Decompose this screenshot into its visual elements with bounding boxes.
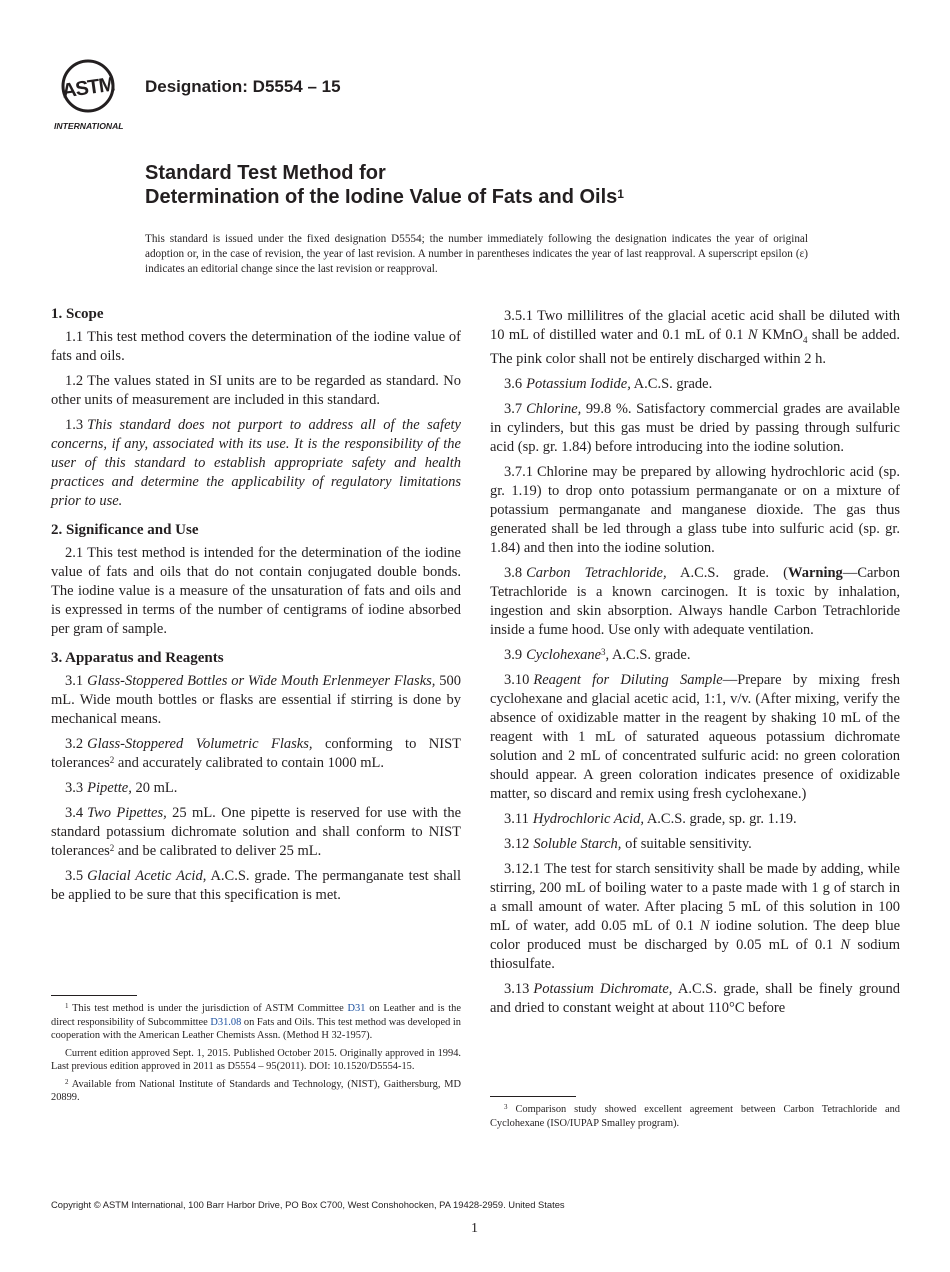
paragraph-3-6: 3.6 Potassium Iodide, A.C.S. grade. <box>504 375 713 392</box>
svg-text:ASTM: ASTM <box>60 73 116 103</box>
preamble: This standard is issued under the fixed designation D5554; the number immediately following the designation indicates the year of original adoption or, in the case of revision, the year of last revision. A number in parentheses indicates the year of last reapproval. A superscript epsilon (ε) indicates an editorial change since the last revision or reapproval. <box>145 233 808 275</box>
paragraph-3-5-1: 3.5.1 Two millilitres of the glacial acetic acid shall be diluted with 10 mL of distilled water and 0.1 mL of 0.1 N KMnO$_4$ shall be added. The pink color shall not be entirely discharged within 2 h. <box>490 308 901 367</box>
logo-letters <box>61 73 117 102</box>
footnote-1-history: Current edition approved Sept. 1, 2015. Published October 2015. Originally approved in 1994. Last previous edition approved in 2011 as D5554 – 95(2011). DOI: 10.1520/D5554-15. <box>51 1047 461 1072</box>
paragraph-1-3: 1.3 This standard does not purport to address all of the safety concerns, if any, associated with its use. It is the responsibility of the user of this standard to establish appropriate safety and health practices and determine the applicability of regulatory limitations prior to use. <box>51 417 461 509</box>
right-column <box>490 307 900 1024</box>
section-heading-scope: 1. Scope <box>51 306 104 322</box>
paragraph-1-1: 1.1 This test method covers the determination of the iodine value of fats and oils. <box>51 329 461 364</box>
paragraph-1-2: 1.2 The values stated in SI units are to be regarded as standard. No other units of measurement are included in this standard. <box>51 373 461 408</box>
footnote-rule <box>490 1096 576 1097</box>
title-line-2: Determination of the Iodine Value of Fats and Oils$^1$ <box>145 186 624 208</box>
paragraph-3-4: 3.4 Two Pipettes, 25 mL. One pipette is reserved for use with the standard potassium dichromate solution and shall conform to NIST tolerances$^2$ and be calibrated to deliver 25 mL. <box>51 805 462 859</box>
paragraph-3-7-1: 3.7.1 Chlorine may be prepared by allowing hydrochloric acid (sp. gr. 1.19) to drop onto potassium permanganate or on a mixture of potassium permanganate and manganese dioxide. The gas thus generated shall be led through a glass tube into sulfuric acid (sp. gr. 1.84) and then into the iodine solution. <box>490 463 900 556</box>
title-block <box>145 161 845 209</box>
subcommittee-link[interactable]: D31.08 <box>210 1016 242 1028</box>
astm-logo <box>52 56 134 132</box>
committee-link[interactable]: D31 <box>347 1003 366 1014</box>
paragraph-2-1: 2.1 This test method is intended for the determination of the iodine value of fats and oils that do not contain conjugated double bonds. The iodine value is a measure of the unsaturation of fats and oils and is expressed in terms of the number of centigrams of iodine absorbed per gram of sample. <box>51 545 461 637</box>
footnote-2: $^2$ Available from National Institute of Standards and Technology, (NIST), Gaithersburg, MD 20899. <box>51 1077 461 1103</box>
warning-label: Warning <box>788 564 843 581</box>
title-line-1: Standard Test Method for <box>145 162 386 184</box>
paragraph-3-5: 3.5 Glacial Acetic Acid, A.C.S. grade. The permanganate test shall be applied to be sure that this specification is met. <box>51 868 461 903</box>
footnotes-left <box>51 995 461 1109</box>
left-column <box>51 305 461 911</box>
designation: Designation: D5554 – 15 <box>145 77 341 96</box>
logo-subtext: INTERNATIONAL <box>54 121 124 131</box>
paragraph-3-13: 3.13 Potassium Dichromate, A.C.S. grade, shall be finely ground and dried to constant weight at about 110°C before <box>490 980 900 1016</box>
paragraph-3-3: 3.3 Pipette, 20 mL. <box>65 780 178 796</box>
footnotes-right <box>490 1096 900 1134</box>
paragraph-3-12: 3.12 Soluble Starch, of suitable sensitivity. <box>504 835 752 852</box>
paragraph-3-9: 3.9 Cyclohexane$^3$, A.C.S. grade. <box>504 646 691 663</box>
paragraph-3-2: 3.2 Glass-Stoppered Volumetric Flasks, conforming to NIST tolerances$^2$ and accurately calibrated to contain 1000 mL. <box>51 736 462 771</box>
copyright: Copyright © ASTM International, 100 Barr Harbor Drive, PO Box C700, West Conshohocken, PA 19428-2959. United States <box>51 1199 565 1210</box>
section-heading-apparatus: 3. Apparatus and Reagents <box>51 650 224 666</box>
page-number: 1 <box>471 1221 478 1236</box>
footnote-3: $^3$ Comparison study showed excellent agreement between Carbon Tetrachloride and Cyclohexane (ISO/IUPAP Smalley program). <box>490 1103 900 1129</box>
section-heading-significance: 2. Significance and Use <box>51 522 199 538</box>
footnote-1: $^1$ This test method is under the jurisdiction of ASTM Committee D31 on Leather and is the direct responsibility of Subcommittee D31.08 on Fats and Oils. This test method was developed in cooperation with the American Leather Chemists Assn. (Method H 32-1957). <box>51 1002 461 1041</box>
paragraph-3-11: 3.11 Hydrochloric Acid, A.C.S. grade, sp. gr. 1.19. <box>504 810 797 827</box>
paragraph-3-7: 3.7 Chlorine, 99.8 %. Satisfactory commercial grades are available in cylinders, but this gas must be dried by passing through sulfuric acid (sp. gr. 1.84) before introducing into the iodine solution. <box>490 400 900 455</box>
footnote-rule <box>51 995 137 996</box>
paragraph-3-12-1: 3.12.1 The test for starch sensitivity shall be made by adding, while stirring, 200 mL of boiling water to a paste made with 1 g of starch in a small amount of water. After placing 5 mL of this solution in 100 mL of water, add 0.05 mL of 0.1 N iodine solution. The deep blue color produced must be discharged by 0.05 mL of 0.1 N sodium thiosulfate. <box>490 860 901 972</box>
paragraph-3-8: 3.8 Carbon Tetrachloride, A.C.S. grade. (Warning—Carbon Tetrachloride is a known carcinogen. It is toxic by inhalation, ingestion and skin absorption. Always handle Carbon Tetrachloride inside a fume hood. Use only with adequate ventilation. <box>490 564 900 638</box>
paragraph-3-10: 3.10 Reagent for Diluting Sample—Prepare by mixing fresh cyclohexane and glacial acetic acid, 1:1, v/v. (After mixing, verify the absence of oxidizable matter in the reagent by shaking 10 mL of the reagent with 1 mL of saturated aqueous potassium dichromate solution and 2 mL of concentrated sulfuric acid: no green coloration should appear. A green coloration indicates presence of oxidizable matter, so discard and remix using fresh cyclohexane.) <box>490 671 900 802</box>
title-footnote-mark: 1 <box>617 187 624 201</box>
paragraph-3-1: 3.1 Glass-Stoppered Bottles or Wide Mouth Erlenmeyer Flasks, 500 mL. Wide mouth bottles or flasks are essential if stirring is done by mechanical means. <box>51 673 461 727</box>
